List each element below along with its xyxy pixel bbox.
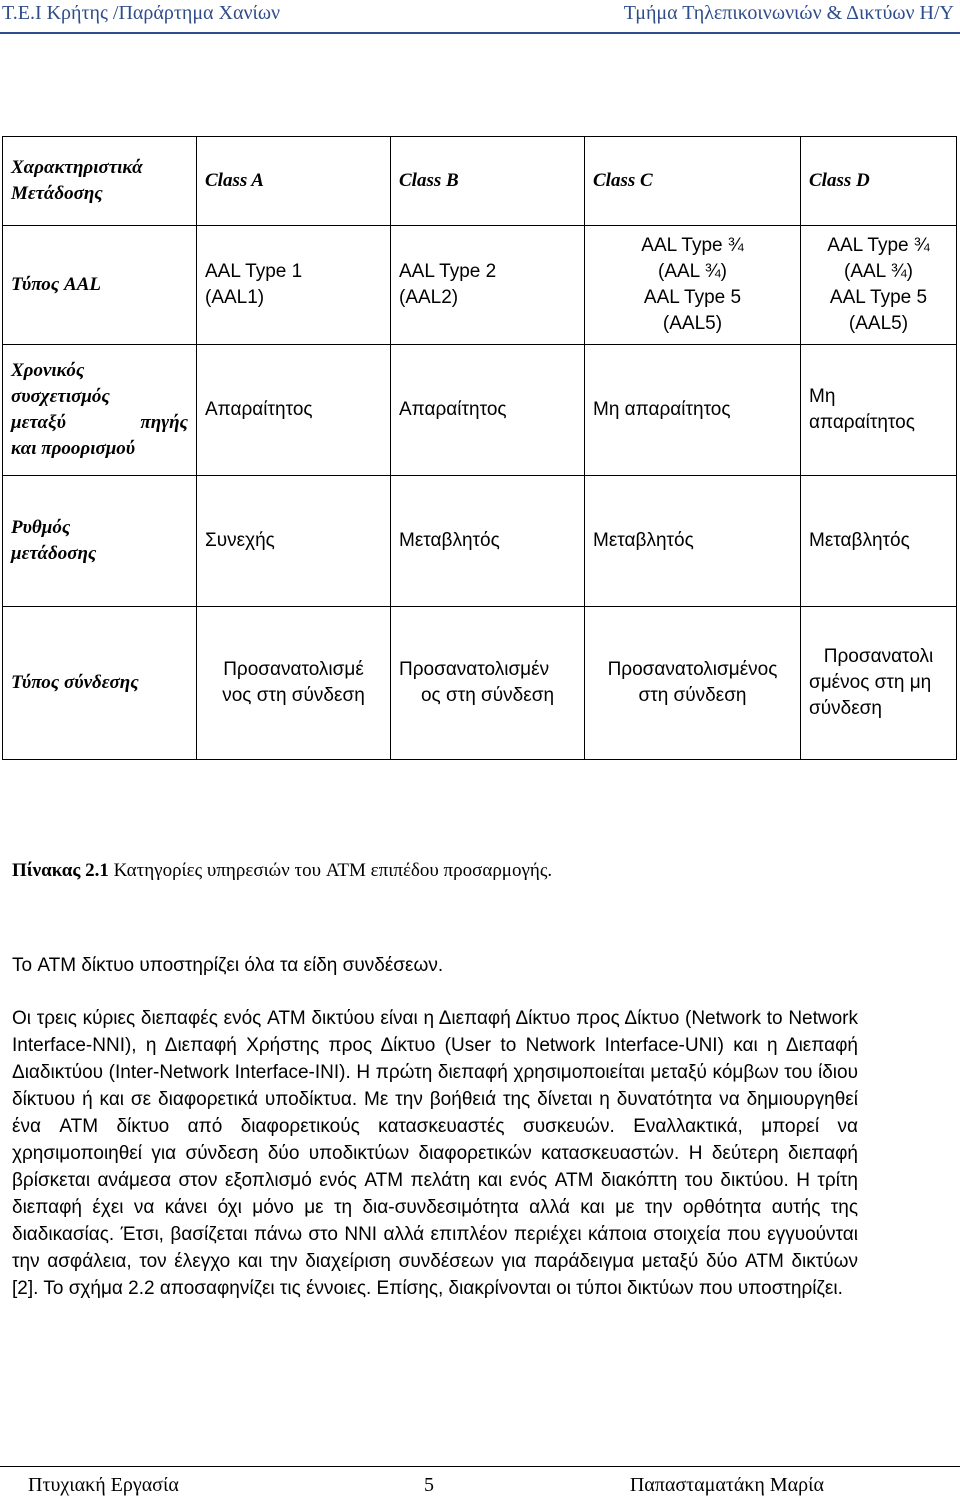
row-header: Χρονικός συσχετισμός μεταξύ πηγής και προορισμού bbox=[3, 345, 197, 476]
table-cell: Προσανατολισμένος στη σύνδεση bbox=[585, 607, 801, 760]
paragraph-lead: Το ATM δίκτυο υποστηρίζει όλα τα είδη συνδέσεων. bbox=[12, 955, 444, 976]
table-cell: Μη απαραίτητος bbox=[585, 345, 801, 476]
row-header: Τύπος σύνδεσης bbox=[3, 607, 197, 760]
column-header: Class D bbox=[801, 137, 957, 226]
table-cell: Προσανατολι σμένος στη μη σύνδεση bbox=[801, 607, 957, 760]
row-header: Ρυθμός μετάδοσης bbox=[3, 476, 197, 607]
page-header bbox=[0, 0, 960, 36]
table-cell: Μεταβλητός bbox=[585, 476, 801, 607]
caption-label: Πίνακας 2.1 bbox=[12, 860, 109, 881]
table-cell: AAL Type 2 (AAL2) bbox=[391, 226, 585, 345]
footer-author: Παπασταματάκη Μαρία bbox=[629, 1474, 824, 1496]
table-cell: Απαραίτητος bbox=[197, 345, 391, 476]
table-cell: Μεταβλητός bbox=[801, 476, 957, 607]
header-institution: Τ.Ε.Ι Κρήτης /Παράρτημα Χανίων bbox=[2, 2, 281, 24]
column-header: Class B bbox=[391, 137, 585, 226]
table-cell: Μη απαραίτητος bbox=[801, 345, 957, 476]
header-department: Τμήμα Τηλεπικοινωνιών & Δικτύων Η/Υ bbox=[623, 2, 954, 24]
table-cell: Προσανατολισμέν ος στη σύνδεση bbox=[391, 607, 585, 760]
table-row bbox=[3, 226, 957, 345]
table-cell: AAL Type 1 (AAL1) bbox=[197, 226, 391, 345]
table-cell: AAL Type ¾ (AAL ¾) AAL Type 5 (AAL5) bbox=[585, 226, 801, 345]
page-footer bbox=[0, 1474, 960, 1500]
footer-rule bbox=[0, 1466, 960, 1467]
table-caption bbox=[12, 860, 552, 882]
table-cell: Μεταβλητός bbox=[391, 476, 585, 607]
column-header: Class C bbox=[585, 137, 801, 226]
table-corner-cell: Χαρακτηριστικά Μετάδοσης bbox=[3, 137, 197, 226]
page-number: 5 bbox=[424, 1474, 434, 1496]
footer-title: Πτυχιακή Εργασία bbox=[28, 1474, 179, 1496]
table-row bbox=[3, 607, 957, 760]
header-rule bbox=[0, 32, 960, 34]
paragraph-body: Οι τρεις κύριες διεπαφές ενός ATM δικτύου είναι η Διεπαφή Δίκτυο προς Δίκτυο (Network to Network Interface-NNI), η Διεπαφή Χρήστης προς Δίκτυο (User to Network Interface-UNI) και η Διεπαφή Διαδικτύου (Inter-Network Interface-INI). Η πρώτη διεπαφή χρησιμοποιείται μεταξύ κόμβων του ίδιου δίκτυου ή και σε διαφορετικά υποδίκτυα. Με την βοήθειά της δίνεται η δυνατότητα να δημιουργηθεί ένα ATM δίκτυο από διαφορετικούς κατασκευαστές συσκευών. Εναλλακτικά, μπορεί να χρησιμοποιηθεί για σύνδεση δύο υποδικτύων διαφορετικών κατασκευαστών. Η δεύτερη διεπαφή βρίσκεται ανάμεσα στον εξοπλισμό ενός ATM πελάτη και ενός ATM διακόπτη του δικτύου. Η τρίτη διεπαφή έχει να κάνει όχι μόνο με τη δια-συνδεσιμότητα αλλά και με την ορθότητα αυτής της διαδικασίας. Έτσι, βασίζεται πάνω στο NNI αλλά επιπλέον περιέχει κάποια στοιχεία που εγγυούνται την ασφάλεια, τον έλεγχο και την διαχείριση συνδέσεων για παράδειγμα μεταξύ δύο ATM δικτύων [2]. Το σχήμα 2.2 αποσαφηνίζει τις έννοιες. Επίσης, διακρίνονται οι τύποι δικτύων που υποστηρίζει. bbox=[12, 1008, 858, 1299]
table-cell: Συνεχής bbox=[197, 476, 391, 607]
row-header: Τύπος AAL bbox=[3, 226, 197, 345]
table-row bbox=[3, 137, 957, 226]
body-text bbox=[12, 952, 858, 1328]
table-cell: AAL Type ¾ (AAL ¾) AAL Type 5 (AAL5) bbox=[801, 226, 957, 345]
column-header: Class A bbox=[197, 137, 391, 226]
table-cell: Προσανατολισμέ νος στη σύνδεση bbox=[197, 607, 391, 760]
table-cell: Απαραίτητος bbox=[391, 345, 585, 476]
aal-classes-table bbox=[2, 136, 957, 760]
table-row bbox=[3, 476, 957, 607]
table-row bbox=[3, 345, 957, 476]
caption-text: Κατηγορίες υπηρεσιών του ATM επιπέδου προσαρμογής. bbox=[108, 860, 553, 881]
